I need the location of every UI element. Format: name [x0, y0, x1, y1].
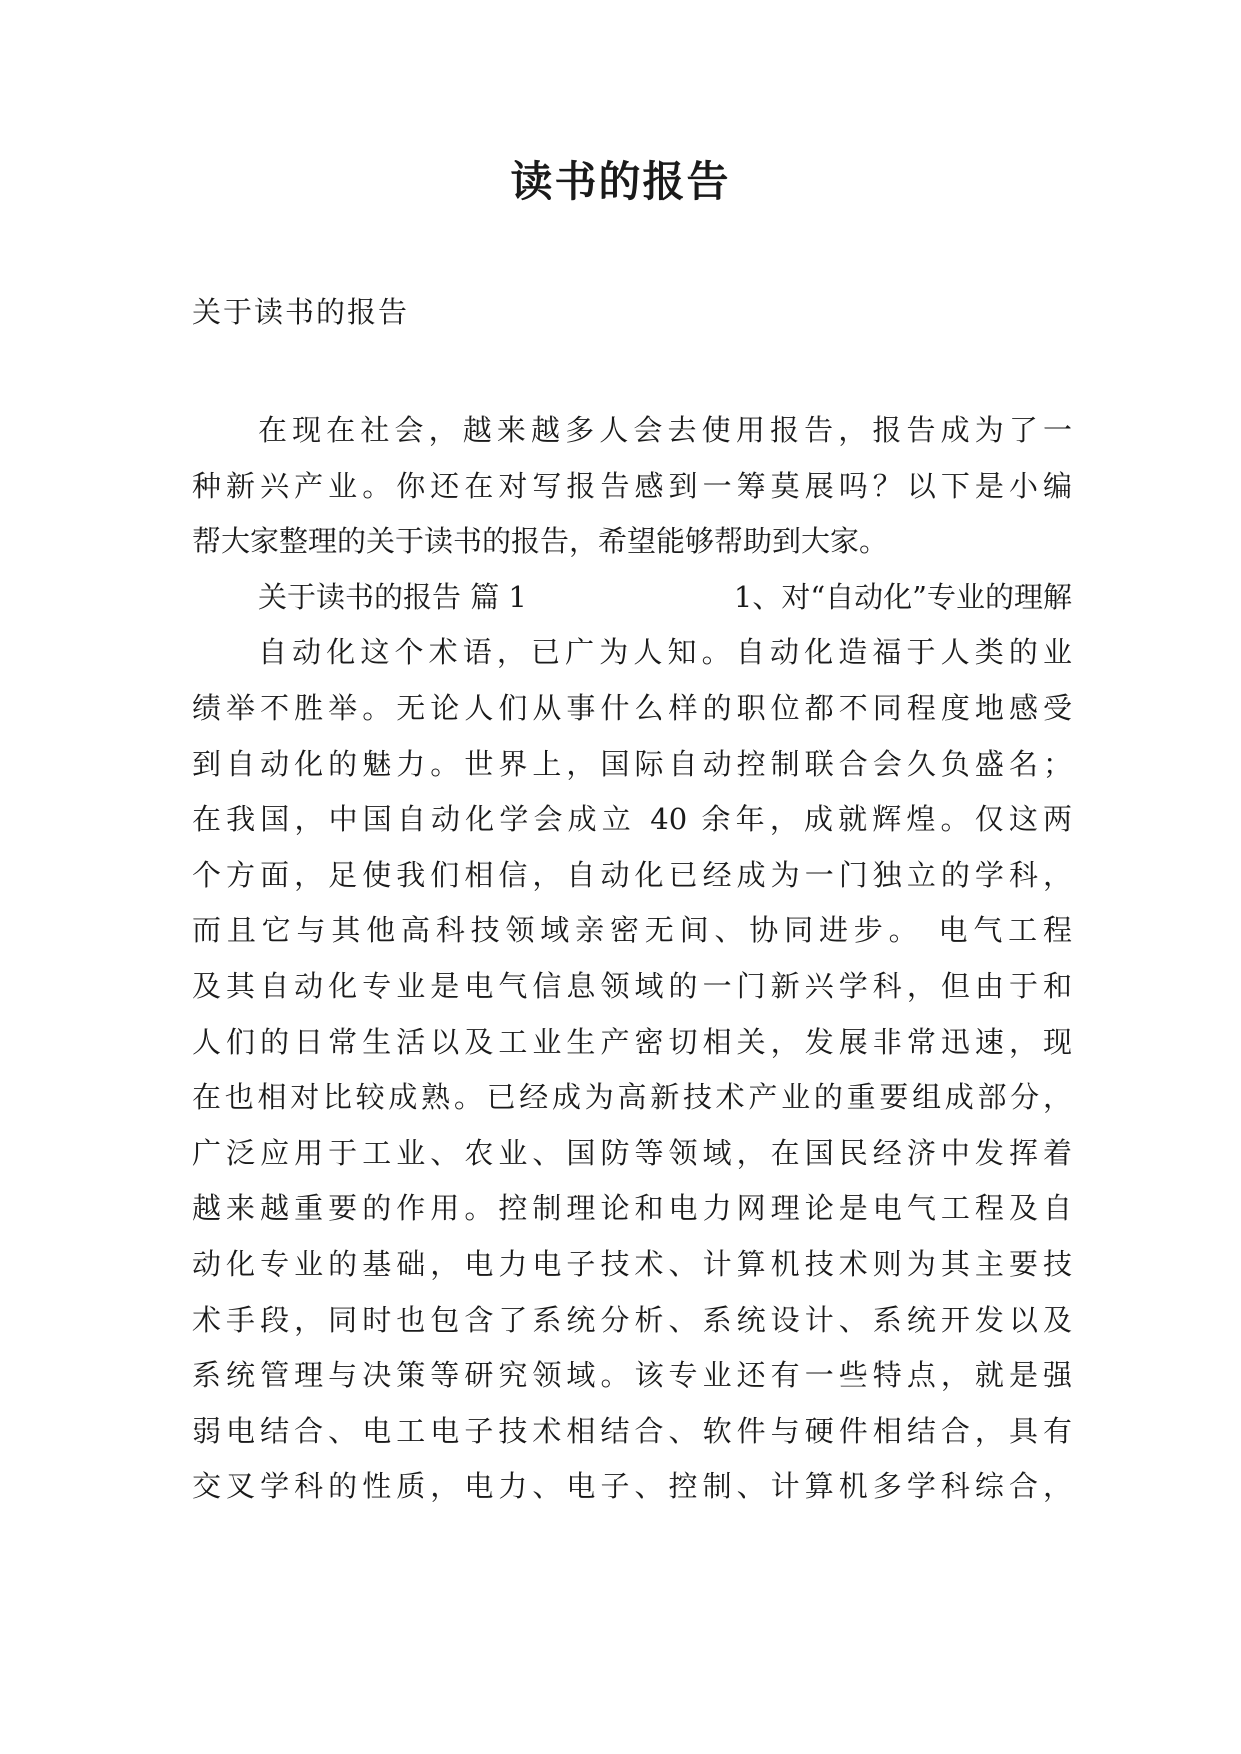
body-line: 术手段，同时也包含了系统分析、系统设计、系统开发以及: [192, 1302, 1072, 1337]
body-line: 自动化这个术语，已广为人知。自动化造福于人类的业: [258, 635, 1072, 670]
body-line: 个方面，足使我们相信，自动化已经成为一门独立的学科，: [192, 857, 1072, 892]
document-subtitle: 关于读书的报告: [192, 295, 410, 329]
body-line: 绩举不胜举。无论人们从事什么样的职位都不同程度地感受: [192, 690, 1072, 725]
body-line: 在也相对比较成熟。已经成为高新技术产业的重要组成部分，: [192, 1080, 1072, 1115]
body-line: 弱电结合、电工电子技术相结合、软件与硬件相结合，具有: [192, 1413, 1072, 1448]
body-line: 系统管理与决策等研究领域。该专业还有一些特点，就是强: [192, 1358, 1072, 1393]
section-heading-label: 关于读书的报告 篇 1: [258, 579, 527, 614]
body-line: 人们的日常生活以及工业生产密切相关，发展非常迅速，现: [192, 1024, 1072, 1059]
section-heading: [192, 575, 1072, 631]
section-heading-topic: 1、对“自动化”专业的理解: [733, 579, 1072, 614]
body-line: 在我国，中国自动化学会成立 40 余年，成就辉煌。仅这两: [192, 802, 1072, 837]
document-title: 读书的报告: [510, 157, 731, 206]
body-line: 广泛应用于工业、农业、国防等领域，在国民经济中发挥着: [192, 1135, 1072, 1170]
intro-line: 帮大家整理的关于读书的报告，希望能够帮助到大家。: [192, 524, 889, 559]
body-line: 动化专业的基础，电力电子技术、计算机技术则为其主要技: [192, 1246, 1072, 1281]
intro-line: 种新兴产业。你还在对写报告感到一筹莫展吗？以下是小编: [192, 468, 1072, 503]
document-body: [192, 408, 1072, 1520]
intro-line: 在现在社会，越来越多人会去使用报告，报告成为了一: [258, 413, 1072, 447]
body-line: 到自动化的魅力。世界上，国际自动控制联合会久负盛名；: [192, 746, 1072, 781]
body-line: 而且它与其他高科技领域亲密无间、协同进步。 电气工程: [192, 913, 1072, 948]
body-line: 交叉学科的性质，电力、电子、控制、计算机多学科综合，: [192, 1469, 1072, 1504]
body-line: 及其自动化专业是电气信息领域的一门新兴学科，但由于和: [192, 968, 1072, 1003]
body-line: 越来越重要的作用。控制理论和电力网理论是电气工程及自: [192, 1191, 1072, 1226]
